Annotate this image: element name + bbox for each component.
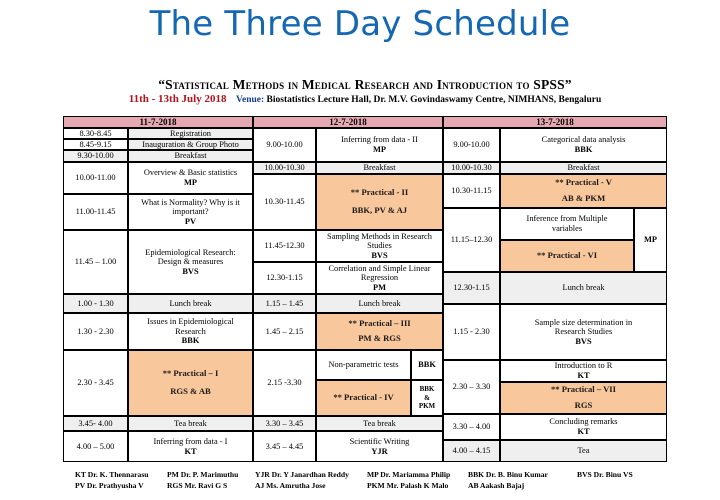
session-cell: Breakfast <box>128 150 253 162</box>
session-cell: Breakfast <box>316 162 443 174</box>
session-title: Inference from Multiple <box>526 214 608 224</box>
session-title: Research Studies <box>554 327 613 337</box>
session-cell <box>316 262 443 294</box>
session-cell <box>500 304 667 360</box>
session-cell <box>316 230 443 262</box>
day-header: 12-7-2018 <box>253 116 443 128</box>
faculty-legend-item: KT Dr. K. Thennarasu <box>75 470 149 479</box>
faculty-code: BBK, PV & AJ <box>351 205 408 215</box>
time-cell: 3.30 – 3.45 <box>253 416 316 431</box>
faculty-code: BBK <box>419 385 435 394</box>
session-cell: Tea <box>500 440 667 462</box>
workshop-dates: 11th - 13th July 2018 <box>128 93 227 105</box>
session-cell <box>500 360 667 382</box>
faculty-code: BBK <box>181 336 200 346</box>
session-title: Sample size determination in <box>534 317 633 327</box>
session-title: What is Normality? Why is it <box>141 197 240 207</box>
session-cell <box>500 414 667 440</box>
workshop-title: “Statistical Methods in Medical Research and Introduction to SPSS” <box>158 77 572 92</box>
session-title: Scientific Writing <box>349 436 410 446</box>
session-title: Introduction to R <box>554 361 613 371</box>
faculty-code: PM & RGS <box>358 333 401 343</box>
session-title: Sampling Methods in Research <box>327 231 432 241</box>
session-title: Categorical data analysis <box>541 135 626 145</box>
time-cell: 2.30 - 3.45 <box>63 350 128 416</box>
session-title: Concluding remarks <box>549 417 618 427</box>
faculty-code: YJR <box>371 446 388 456</box>
practical-title: ** Practical – VII <box>551 384 616 395</box>
time-cell: 8.45-9.15 <box>63 139 128 150</box>
faculty-code: KT <box>184 446 197 456</box>
session-cell: Lunch break <box>316 294 443 313</box>
session-cell: Tea break <box>316 416 443 431</box>
session-cell <box>500 208 634 240</box>
session-title: Inferring from data - I <box>153 436 228 446</box>
session-cell: Lunch break <box>128 294 253 313</box>
faculty-code: PM <box>372 282 387 292</box>
practical-cell <box>500 382 667 414</box>
faculty-legend-item: BVS Dr. Binu VS <box>577 470 633 479</box>
time-cell: 11.00-11.45 <box>63 194 128 230</box>
session-title: Epidemiological Research: <box>145 247 236 257</box>
faculty-code <box>411 380 443 416</box>
session-title: variables <box>551 224 583 233</box>
faculty-code: BVS <box>575 336 592 346</box>
schedule-table <box>63 116 667 462</box>
time-cell: 11.45 – 1.00 <box>63 230 128 294</box>
session-cell: Lunch break <box>500 272 667 304</box>
time-cell: 9.00-10.00 <box>253 128 316 162</box>
session-cell <box>128 194 253 230</box>
practical-title: ** Practical – I <box>162 368 219 379</box>
time-cell: 12.30-1.15 <box>443 272 500 304</box>
session-cell <box>316 128 443 162</box>
session-title: important? <box>172 207 209 217</box>
time-cell: 10.30-11.15 <box>443 174 500 208</box>
venue-label: Venue: <box>235 95 265 105</box>
session-cell <box>128 230 253 294</box>
faculty-code: MP <box>634 208 667 272</box>
practical-cell <box>500 174 667 208</box>
faculty-code: KT <box>577 427 590 436</box>
faculty-code: BVS <box>182 266 199 276</box>
time-cell: 3.30 – 4.00 <box>443 414 500 440</box>
faculty-legend-item: BBK Dr. B. Binu Kumar <box>468 470 548 479</box>
time-cell: 4.00 – 5.00 <box>63 431 128 462</box>
session-cell <box>316 431 443 462</box>
time-cell: 1.00 - 1.30 <box>63 294 128 313</box>
faculty-code: PKM <box>418 402 436 411</box>
workshop-subtitle <box>60 93 670 105</box>
practical-cell <box>316 380 411 416</box>
time-cell: 10.00-11.00 <box>63 162 128 194</box>
faculty-code: BBK <box>574 145 593 154</box>
faculty-legend-item: PKM Mr. Palash K Malo <box>367 481 449 490</box>
time-cell: 9.00-10.00 <box>443 128 500 162</box>
session-title: Correlation and Simple Linear <box>328 263 431 273</box>
practical-cell <box>500 240 634 272</box>
faculty-legend-item: AJ Ms. Amrutha Jose <box>255 481 326 490</box>
time-cell: 11.45-12.30 <box>253 230 316 262</box>
time-cell: 2.15 -3.30 <box>253 350 316 416</box>
time-cell: 1.15 - 2.30 <box>443 304 500 360</box>
session-cell: Registration <box>128 128 253 139</box>
time-cell: 10.00-10.30 <box>253 162 316 174</box>
day-header: 11-7-2018 <box>63 116 253 128</box>
faculty-code: BVS <box>371 250 388 260</box>
time-cell: 8.30-8.45 <box>63 128 128 139</box>
time-cell: 9.30-10.00 <box>63 150 128 162</box>
session-cell: Inauguration & Group Photo <box>128 139 253 150</box>
time-cell: 11.15–12.30 <box>443 208 500 272</box>
practical-title: ** Practical - V <box>555 177 612 188</box>
time-cell: 2.30 – 3.30 <box>443 360 500 414</box>
time-cell: 1.45 – 2.15 <box>253 313 316 350</box>
session-title: Overview & Basic statistics <box>143 168 238 178</box>
faculty-code: RGS & AB <box>170 386 211 396</box>
faculty-code: MP <box>183 178 198 187</box>
time-cell: 1.30 - 2.30 <box>63 313 128 350</box>
faculty-legend-item: YJR Dr. Y Janardhan Reddy <box>255 470 349 479</box>
session-cell: Non-parametric tests <box>316 350 411 380</box>
day-header: 13-7-2018 <box>443 116 667 128</box>
time-cell: 12.30-1.15 <box>253 262 316 294</box>
practical-title: ** Practical - II <box>350 187 409 198</box>
faculty-code: BBK <box>411 350 443 380</box>
time-cell: 3.45- 4.00 <box>63 416 128 431</box>
session-cell <box>128 313 253 350</box>
faculty-legend-item: MP Dr. Mariamma Philip <box>367 470 451 479</box>
venue-text: Biostatistics Lecture Hall, Dr. M.V. Govindaswamy Centre, NIMHANS, Bengaluru <box>266 95 602 105</box>
session-cell <box>500 128 667 162</box>
session-cell: Tea break <box>128 416 253 431</box>
session-cell <box>128 431 253 462</box>
practical-cell <box>316 174 443 230</box>
time-cell: 3.45 – 4.45 <box>253 431 316 462</box>
practical-title: ** Practical - IV <box>333 392 394 403</box>
practical-title: ** Practical – III <box>348 318 411 329</box>
session-cell: Breakfast <box>500 162 667 174</box>
faculty-code: & <box>424 393 430 402</box>
time-cell: 4.00 – 4.15 <box>443 440 500 462</box>
faculty-legend-item: RGS Mr. Ravi G S <box>167 481 228 490</box>
slide-title: The Three Day Schedule <box>149 4 571 44</box>
practical-cell <box>128 350 253 416</box>
faculty-legend-item: PV Dr. Prathyusha V <box>75 481 144 490</box>
practical-title: ** Practical - VI <box>536 250 598 261</box>
time-cell: 1.15 – 1.45 <box>253 294 316 313</box>
session-title: Research <box>175 326 206 336</box>
session-title: Inferring from data - II <box>341 135 418 145</box>
faculty-code: RGS <box>574 400 593 410</box>
session-title: Studies <box>367 241 392 251</box>
time-cell: 10.30-11.45 <box>253 174 316 230</box>
faculty-legend-item: AB Aakash Bajaj <box>468 481 525 490</box>
faculty-code: AB & PKM <box>561 193 606 203</box>
session-title: Issues in Epidemiological <box>147 317 234 327</box>
practical-cell <box>316 313 443 350</box>
faculty-code: PV <box>184 216 197 226</box>
faculty-code: MP <box>372 145 387 154</box>
faculty-legend-item: PM Dr. P. Marimuthu <box>167 470 239 479</box>
time-cell: 10.00-10.30 <box>443 162 500 174</box>
session-title: Design & measures <box>157 257 224 267</box>
session-cell <box>128 162 253 194</box>
faculty-code: KT <box>577 371 590 380</box>
session-title: Regression <box>360 273 399 283</box>
